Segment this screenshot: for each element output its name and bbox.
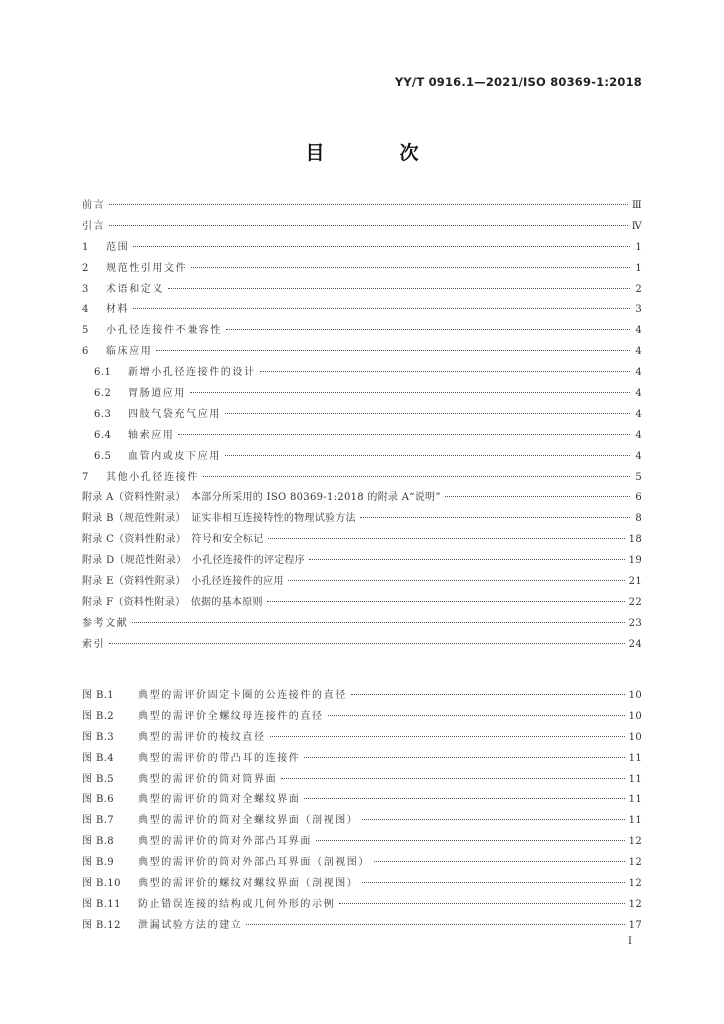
- figure-entry-b10[interactable]: 图 B.10 典型的需评价的螺纹对螺纹界面（剖视图） 12: [82, 878, 642, 890]
- figure-entry-b1[interactable]: 图 B.1 典型的需评价固定卡圈的公连接件的直径 10: [82, 690, 642, 701]
- page-title: 目 次: [305, 142, 447, 164]
- figure-entry-b6[interactable]: 图 B.6 典型的需评价的筒对全螺纹界面 11: [82, 794, 642, 806]
- figure-entry-b12[interactable]: 图 B.12 泄漏试验方法的建立 17: [82, 919, 642, 931]
- figure-entry-b4[interactable]: 图 B.4 典型的需评价的带凸耳的连接件 11: [82, 752, 642, 764]
- figure-entry-b3[interactable]: 图 B.3 典型的需评价的棱纹直径 10: [82, 731, 642, 743]
- toc-entry-references[interactable]: 参考文献 23: [82, 617, 642, 629]
- toc-entry-1[interactable]: 1 范围 1: [82, 241, 642, 253]
- toc-entry-6-2[interactable]: 6.2 胃肠道应用 4: [94, 388, 642, 400]
- toc-entry-annex-a[interactable]: 附录 A（资料性附录） 本部分所采用的 ISO 80369-1:2018 的附录 A“说明” 6: [82, 492, 642, 504]
- toc-entry-7[interactable]: 7 其他小孔径连接件 5: [82, 471, 642, 483]
- toc-entry-6-3[interactable]: 6.3 四肢气袋充气应用 4: [94, 408, 642, 420]
- toc-entry-6-1[interactable]: 6.1 新增小孔径连接件的设计 4: [94, 367, 642, 379]
- toc-entry-preface[interactable]: 前言 Ⅲ: [82, 200, 642, 211]
- toc-entry-annex-f[interactable]: 附录 F（资料性附录） 依据的基本原则 22: [82, 596, 642, 608]
- toc-entry-6-5[interactable]: 6.5 血管内或皮下应用 4: [94, 450, 642, 462]
- figure-entry-b11[interactable]: 图 B.11 防止错误连接的结构或几何外形的示例 12: [82, 898, 642, 910]
- toc-entry-annex-b[interactable]: 附录 B（规范性附录） 证实非相互连接特性的物理试验方法 8: [82, 513, 642, 525]
- figure-entry-b5[interactable]: 图 B.5 典型的需评价的筒对筒界面 11: [82, 773, 642, 785]
- document-code: YY/T 0916.1—2021/ISO 80369-1:2018: [394, 75, 642, 89]
- toc-entry-4[interactable]: 4 材料 3: [82, 304, 642, 316]
- toc-entry-annex-c[interactable]: 附录 C（资料性附录） 符号和安全标记 18: [82, 534, 642, 546]
- figure-entry-b7[interactable]: 图 B.7 典型的需评价的筒对全螺纹界面（剖视图） 11: [82, 815, 642, 827]
- toc-entry-index[interactable]: 索引 24: [82, 638, 642, 650]
- table-of-contents: [82, 196, 642, 656]
- toc-entry-3[interactable]: 3 术语和定义 2: [82, 283, 642, 295]
- figure-entry-b8[interactable]: 图 B.8 典型的需评价的筒对外部凸耳界面 12: [82, 836, 642, 848]
- toc-entry-2[interactable]: 2 规范性引用文件 1: [82, 262, 642, 274]
- list-of-figures: [82, 686, 642, 937]
- toc-entry-introduction[interactable]: 引言 Ⅳ: [82, 220, 642, 232]
- toc-entry-annex-e[interactable]: 附录 E（资料性附录） 小孔径连接件的应用 21: [82, 576, 642, 588]
- figure-entry-b9[interactable]: 图 B.9 典型的需评价的筒对外部凸耳界面（剖视图） 12: [82, 857, 642, 869]
- toc-entry-6-4[interactable]: 6.4 轴索应用 4: [94, 429, 642, 441]
- page-number: I: [628, 936, 632, 947]
- toc-entry-6[interactable]: 6 临床应用 4: [82, 346, 642, 358]
- toc-entry-annex-d[interactable]: 附录 D（规范性附录） 小孔径连接件的评定程序 19: [82, 555, 642, 567]
- toc-entry-5[interactable]: 5 小孔径连接件不兼容性 4: [82, 325, 642, 337]
- figure-entry-b2[interactable]: 图 B.2 典型的需评价全螺纹母连接件的直径 10: [82, 710, 642, 722]
